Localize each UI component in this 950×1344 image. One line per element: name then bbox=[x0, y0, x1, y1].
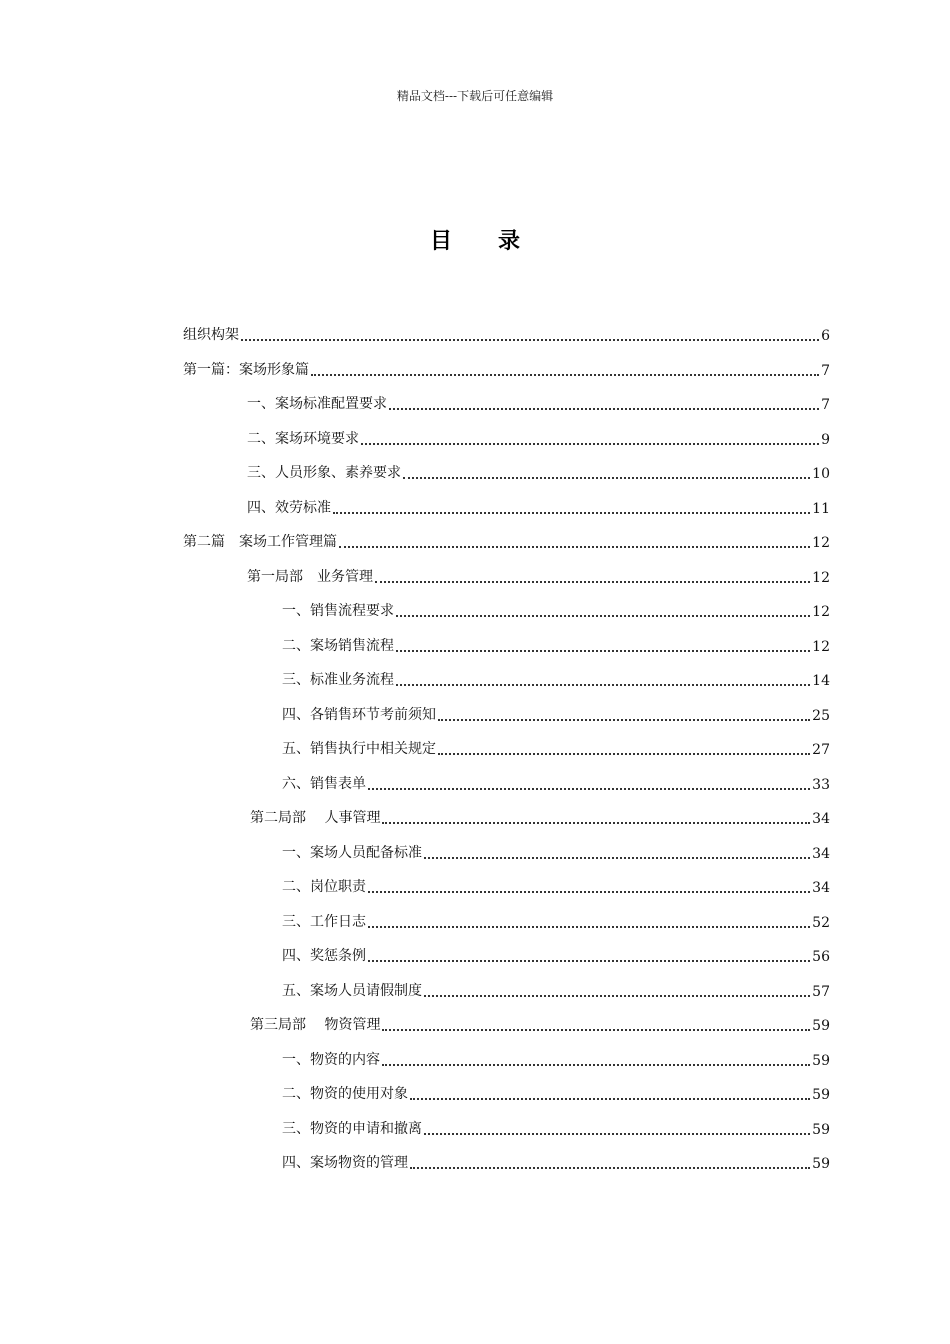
toc-entry[interactable] bbox=[183, 310, 830, 344]
toc-entry-label: 四、各销售环节考前须知 bbox=[282, 706, 436, 723]
toc-entry-label: 五、案场人员请假制度 bbox=[282, 982, 422, 999]
toc-entry-label: 第一局部 业务管理 bbox=[247, 568, 373, 585]
toc-entry[interactable] bbox=[282, 586, 830, 620]
toc-entry-page-number: 52 bbox=[812, 914, 830, 931]
toc-entry-page-number: 12 bbox=[812, 535, 830, 551]
toc-entry-page-number: 59 bbox=[812, 1121, 830, 1138]
toc-entry-page-number: 12 bbox=[812, 638, 830, 655]
toc-entry-label: 第二局部 人事管理 bbox=[250, 810, 381, 826]
toc-title: 目录 bbox=[429, 229, 566, 254]
toc-dot-leader bbox=[396, 684, 810, 686]
toc-dot-leader bbox=[361, 443, 819, 445]
toc-entry[interactable] bbox=[247, 379, 830, 413]
toc-entry-label: 一、案场人员配备标准 bbox=[282, 844, 422, 861]
toc-entry-page-number: 14 bbox=[812, 673, 830, 689]
toc-entry-label: 一、物资的内容 bbox=[282, 1051, 380, 1068]
toc-entry-label: 组织构架 bbox=[183, 327, 239, 343]
toc-entry-page-number: 59 bbox=[812, 1156, 830, 1172]
toc-entry-page-number: 56 bbox=[812, 949, 830, 965]
toc-entry-label: 三、物资的申请和撤离 bbox=[282, 1120, 422, 1137]
toc-entry-page-number: 6 bbox=[821, 328, 830, 344]
toc-dot-leader bbox=[438, 719, 810, 721]
toc-entry-page-number: 33 bbox=[812, 776, 830, 793]
toc-entry[interactable] bbox=[247, 448, 830, 482]
toc-entry[interactable] bbox=[282, 724, 830, 758]
toc-dot-leader bbox=[368, 926, 810, 928]
toc-entry-page-number: 34 bbox=[812, 880, 830, 896]
toc-dot-leader bbox=[333, 512, 810, 514]
toc-entry-label: 四、奖惩条例 bbox=[282, 948, 366, 964]
toc-dot-leader bbox=[311, 374, 819, 376]
toc-dot-leader bbox=[438, 753, 810, 755]
toc-entry-label: 四、案场物资的管理 bbox=[282, 1155, 408, 1171]
toc-entry-page-number: 7 bbox=[821, 362, 830, 379]
toc-entry-page-number: 34 bbox=[812, 811, 830, 827]
toc-entry-page-number: 25 bbox=[812, 707, 830, 724]
toc-entry-label: 二、岗位职责 bbox=[282, 879, 366, 895]
toc-dot-leader bbox=[424, 995, 810, 997]
toc-entry-label: 四、效劳标准 bbox=[247, 499, 331, 516]
toc-entry-page-number: 10 bbox=[812, 466, 830, 482]
toc-dot-leader bbox=[368, 891, 810, 893]
toc-entry-page-number: 59 bbox=[812, 1018, 830, 1034]
toc-entry[interactable] bbox=[247, 552, 830, 586]
toc-entry[interactable] bbox=[282, 1138, 830, 1172]
toc-dot-leader bbox=[410, 1167, 810, 1169]
toc-dot-leader bbox=[382, 1029, 810, 1031]
toc-entry-label: 三、人员形象、素养要求 bbox=[247, 465, 401, 481]
toc-entry-label: 三、标准业务流程 bbox=[282, 672, 394, 688]
toc-entry-page-number: 12 bbox=[812, 604, 830, 620]
toc-dot-leader bbox=[403, 477, 810, 479]
toc-dot-leader bbox=[424, 857, 810, 859]
toc-dot-leader bbox=[241, 339, 819, 341]
toc-dot-leader bbox=[382, 822, 810, 824]
toc-entry-label: 第三局部 物资管理 bbox=[250, 1017, 381, 1033]
toc-entry[interactable] bbox=[282, 1069, 830, 1103]
toc-entry-page-number: 11 bbox=[812, 500, 830, 517]
toc-entry[interactable] bbox=[282, 690, 830, 724]
toc-entry[interactable] bbox=[183, 345, 830, 379]
toc-entry-page-number: 7 bbox=[821, 397, 830, 413]
toc-entry-page-number: 27 bbox=[812, 742, 830, 758]
toc-entry-label: 一、案场标准配置要求 bbox=[247, 396, 387, 412]
toc-entry-label: 三、工作日志 bbox=[282, 913, 366, 930]
toc-entry[interactable] bbox=[282, 966, 830, 1000]
toc-entry-label: 五、销售执行中相关规定 bbox=[282, 741, 436, 757]
toc-entry-page-number: 59 bbox=[812, 1087, 830, 1103]
toc-dot-leader bbox=[375, 581, 810, 583]
toc-dot-leader bbox=[389, 408, 819, 410]
toc-dot-leader bbox=[396, 650, 810, 652]
toc-entry-label: 二、物资的使用对象 bbox=[282, 1086, 408, 1102]
toc-entry[interactable] bbox=[282, 759, 830, 793]
toc-dot-leader bbox=[368, 788, 810, 790]
toc-entry[interactable] bbox=[282, 828, 830, 862]
toc-entry[interactable] bbox=[183, 517, 830, 551]
toc-dot-leader bbox=[339, 546, 810, 548]
toc-dot-leader bbox=[368, 960, 810, 962]
toc-entry[interactable] bbox=[282, 1035, 830, 1069]
toc-dot-leader bbox=[424, 1133, 810, 1135]
toc-dot-leader bbox=[382, 1064, 810, 1066]
toc-entry-label: 第二篇 案场工作管理篇 bbox=[183, 534, 337, 550]
toc-entry[interactable] bbox=[282, 621, 830, 655]
toc-entry-label: 二、案场销售流程 bbox=[282, 637, 394, 654]
toc-entry-label: 六、销售表单 bbox=[282, 775, 366, 792]
toc-entry[interactable] bbox=[247, 483, 830, 517]
toc-entry[interactable] bbox=[250, 1000, 830, 1034]
page-header: 精品文档---下载后可任意编辑 bbox=[396, 89, 554, 103]
toc-entry-label: 二、案场环境要求 bbox=[247, 430, 359, 447]
toc-entry[interactable] bbox=[282, 655, 830, 689]
toc-dot-leader bbox=[396, 615, 810, 617]
toc-entry-label: 一、销售流程要求 bbox=[282, 603, 394, 619]
toc-entry-label: 第一篇：案场形象篇 bbox=[183, 361, 309, 378]
toc-entry[interactable] bbox=[282, 862, 830, 896]
toc-entry[interactable] bbox=[247, 414, 830, 448]
toc-entry-page-number: 57 bbox=[812, 983, 830, 1000]
toc-entry-page-number: 9 bbox=[821, 431, 830, 448]
toc-dot-leader bbox=[410, 1098, 810, 1100]
toc-entry[interactable] bbox=[250, 793, 830, 827]
toc-entry[interactable] bbox=[282, 1104, 830, 1138]
toc-entry-page-number: 34 bbox=[812, 845, 830, 862]
toc-entry-page-number: 12 bbox=[812, 569, 830, 586]
toc-entry[interactable] bbox=[282, 897, 830, 931]
toc-entry[interactable] bbox=[282, 931, 830, 965]
toc-entry-page-number: 59 bbox=[812, 1052, 830, 1069]
